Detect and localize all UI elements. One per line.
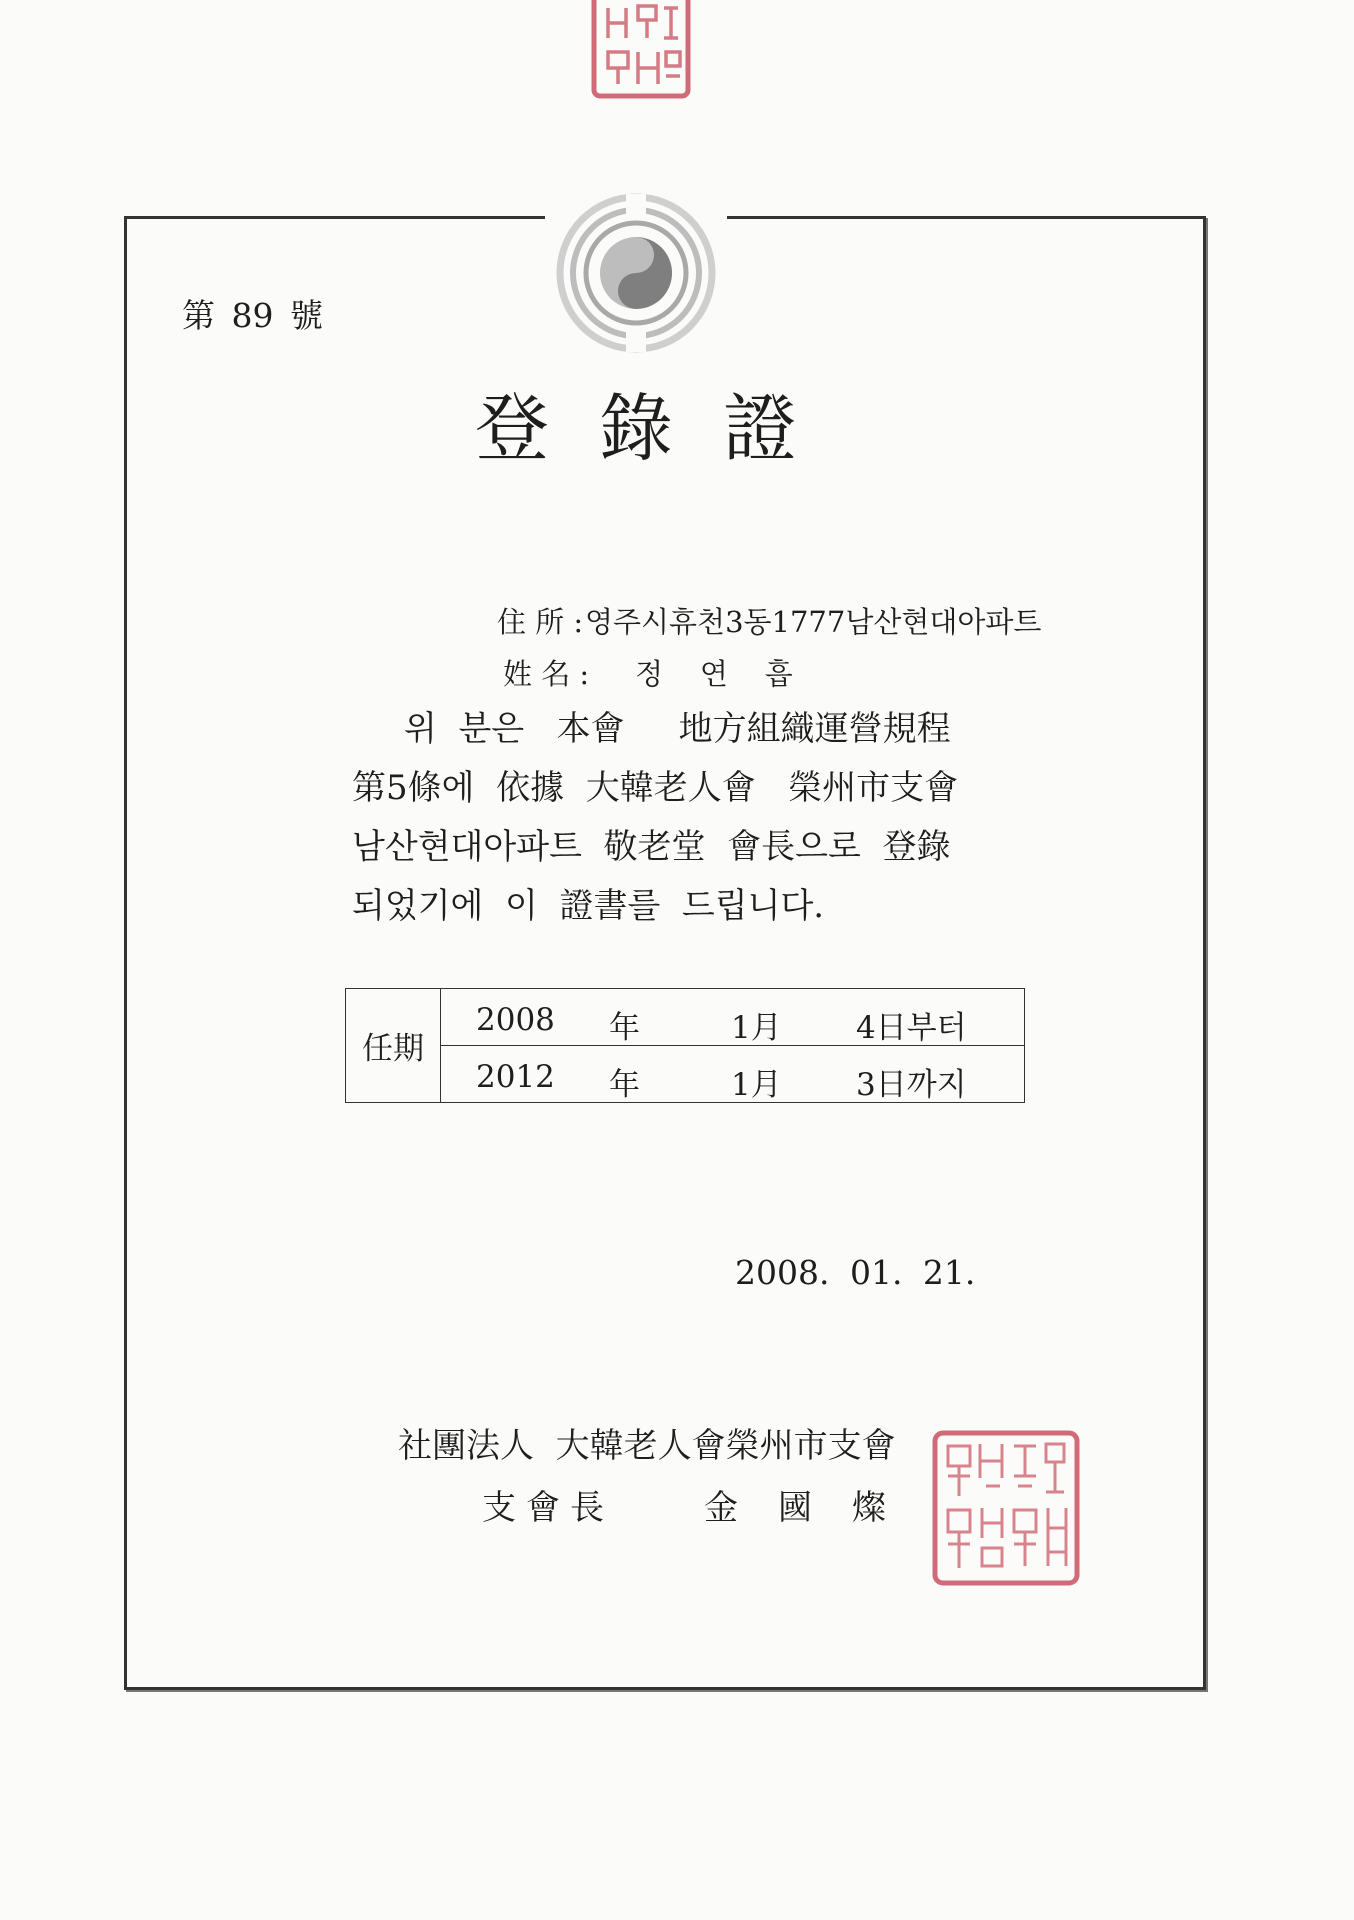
body-line: 되었기에 이 證書를 드립니다. [352, 886, 825, 926]
top-official-seal [590, 0, 692, 102]
term-start-year: 2008 [476, 1002, 555, 1038]
official-seal-stamp [930, 1428, 1082, 1588]
term-table [345, 988, 1025, 1103]
body-line: 위 분은 本會 地方組織運營規程 [404, 709, 951, 749]
term-end-month: 1月 [731, 1067, 782, 1103]
certificate-title: 登錄證 [475, 386, 847, 472]
term-start-row [441, 989, 1025, 1046]
president-name: 金國燦 [704, 1488, 926, 1528]
name-label: 姓 名 : [503, 657, 590, 691]
term-start-month: 1月 [731, 1010, 782, 1046]
body-line: 第5條에 依據 大韓老人會 榮州市支會 [352, 768, 959, 808]
address-label: 住 所 : [497, 605, 584, 639]
term-start-year-unit: 年 [609, 1010, 640, 1046]
term-end-year-unit: 年 [609, 1067, 640, 1103]
term-start-day: 4日부터 [856, 1010, 967, 1046]
term-end-day: 3日까지 [856, 1067, 967, 1103]
address-value: 영주시휴천3동1777남산현대아파트 [585, 605, 1042, 639]
term-end-year: 2012 [476, 1059, 555, 1095]
president-title: 支會長 [482, 1488, 614, 1528]
issuing-organization: 社團法人 大韓老人會榮州市支會 [398, 1426, 896, 1466]
term-end-row [441, 1046, 1025, 1103]
name-value: 정 연 흡 [635, 657, 793, 691]
association-emblem-icon [553, 190, 719, 356]
issue-date: 2008. 01. 21. [735, 1253, 976, 1292]
body-line: 남산현대아파트 敬老堂 會長으로 登錄 [352, 827, 951, 867]
certificate-number: 第 89 號 [182, 296, 323, 335]
term-label: 任期 [346, 989, 441, 1103]
